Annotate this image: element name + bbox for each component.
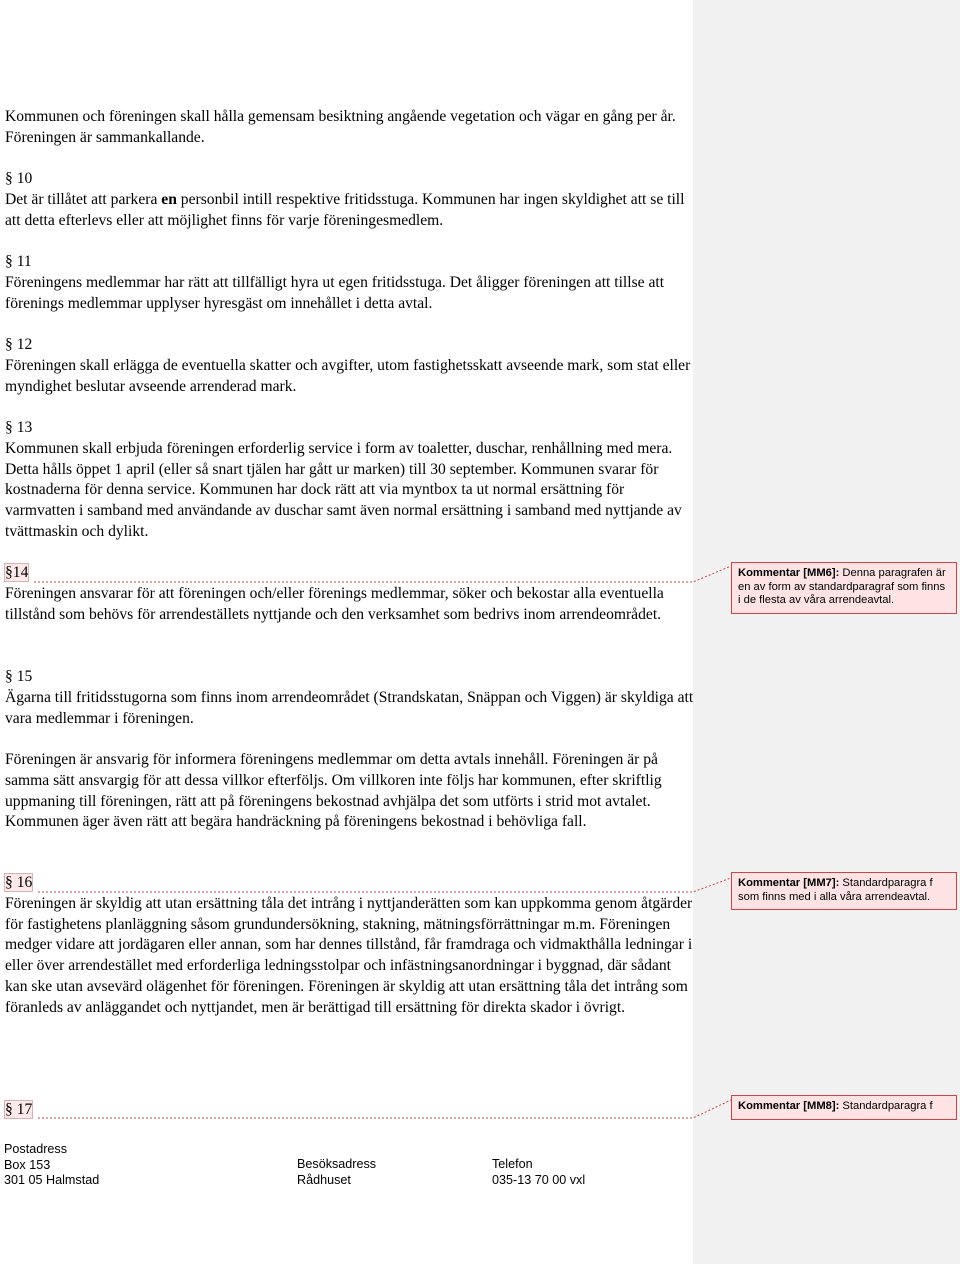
section-text: Det är tillåtet att parkera <box>5 190 162 208</box>
section-sign: § <box>5 564 13 581</box>
section-number: 12 <box>16 336 33 353</box>
section-number: 13 <box>16 419 33 436</box>
comment-text: Standardparagra f som finns med i alla våra arrendeavtal. <box>738 877 933 903</box>
comment-label: Kommentar [MM6]: <box>738 567 840 579</box>
comment-connector-line <box>34 566 731 582</box>
comment-balloon[interactable] <box>731 1095 957 1120</box>
comment-connector-line <box>38 1100 731 1118</box>
footer-telefon <box>492 1157 585 1188</box>
section-sign: § <box>5 170 13 187</box>
comment-text: Standardparagra f <box>839 1100 933 1112</box>
comment-label: Kommentar [MM8]: <box>738 1100 840 1112</box>
section-sign: § <box>5 253 13 270</box>
section-text: Kommunen skall erbjuda föreningen erforderlig service i form av toaletter, duschar, renhållning med mera. Detta hålls öppet 1 april (eller så snart tjälen har gått ur marken) till 30 september. Kommunen svarar för kostnaderna för denna service. Kommunen har dock rätt att via myntbox ta ut normal ersättning för varmvatten i samband med användande av duschar samt även normal ersättning i samband med nyttjande av tvättmaskin och dylikt. <box>5 439 682 540</box>
section-text: Föreningens medlemmar har rätt att tillfälligt hyra ut egen fritidsstuga. Det åligger föreningen att tillse att förenings medlemmar upplyser hyresgäst om innehållet i detta avtal. <box>5 273 665 312</box>
footer-label: Postadress <box>4 1142 67 1156</box>
footer-value: 301 05 Halmstad <box>4 1173 100 1187</box>
section-text: Ägarna till fritidsstugorna som finns inom arrendeområdet (Strandskatan, Snäppan och Viggen) är skyldiga att vara medlemmar i föreningen. <box>5 688 694 727</box>
intro-text: Kommunen och föreningen skall hålla gemensam besiktning angående vegetation och vägar en gång per år. Föreningen är sammankallande. <box>5 108 676 146</box>
footer-label: Besöksadress <box>297 1157 377 1171</box>
section-sign: § <box>5 336 13 353</box>
footer-besoksadress <box>297 1157 376 1188</box>
footer-value: Rådhuset <box>297 1172 351 1187</box>
section-sign: § <box>5 419 13 436</box>
section-number: 17 <box>16 1101 33 1118</box>
comment-text: Denna paragrafen är en av form av standardparagraf som finns i de flesta av våra arrendeavtal. <box>738 567 946 607</box>
section-number: 11 <box>16 253 32 270</box>
section-text: Föreningen är skyldig att utan ersättning tåla det intrång i nyttjanderätten som kan uppkomma genom åtgärder för fastighetens planläggning såsom grundundersökning, stakning, mätningsförrättningar m.m. Föreningen medger vidare att jordägaren eller annan, som har dennes tillstånd, får framdraga och vidmakthålla ledningar i eller över arrendestället med erforderliga ledningsstolpar och infästningsanordningar i byggnad, där sådant kan ske utan avsevärd olägenhet för föreningen. Föreningen är skyldig att utan ersättning tåla det intrång som föranleds av anläggandet och nyttjandet, men är berättigad till ersättning för direkta skador i övrigt. <box>5 894 693 1016</box>
footer-value: Box 153 <box>4 1157 51 1172</box>
footer-value: 035-13 70 00 vxl <box>492 1172 586 1187</box>
footer-label: Telefon <box>492 1157 533 1171</box>
footer-postadress <box>4 1142 99 1189</box>
section-number: 14 <box>12 564 29 581</box>
section-text: Föreningen skall erlägga de eventuella skatter och avgifter, utom fastighetsskatt avseende mark, som stat eller myndighet beslutar avseende arrenderad mark. <box>5 356 691 395</box>
comment-balloon[interactable] <box>731 872 957 910</box>
section-text: Föreningen ansvarar för att föreningen och/eller förenings medlemmar, söker och bekostar alla eventuella tillstånd som behövs för arrendeställets nyttjande och den verksamhet som bedrivs inom arrendeområdet. <box>5 584 664 623</box>
comment-label: Kommentar [MM7]: <box>738 877 840 889</box>
section-sign: § <box>5 874 13 891</box>
comment-balloon[interactable] <box>731 562 957 614</box>
section-number: 15 <box>16 668 33 685</box>
comment-connector-line <box>38 878 731 892</box>
section-text-bold: en <box>161 190 177 208</box>
section-number: 10 <box>16 170 33 187</box>
section-text: Föreningen är ansvarig för informera föreningens medlemmar om detta avtals innehåll. Föreningen är på samma sätt ansvargig för att dessa villkor efterföljs. Om villkoren inte följs har kommunen, efter skriftlig uppmaning till föreningen, rätt att på föreningens bekostnad avhjälpa det som utförts i strid mot avtalet. Kommunen äger även rätt att begära handräckning på föreningens bekostnad i behövliga fall. <box>5 751 662 831</box>
section-number: 16 <box>16 874 33 891</box>
section-text: personbil intill respektive fritidsstuga. Kommunen har ingen skyldighet att se till att detta efterlevs eller att möjlighet finns för varje föreningesmedlem. <box>5 190 685 229</box>
section-sign: § <box>5 1101 13 1118</box>
section-sign: § <box>5 668 13 685</box>
